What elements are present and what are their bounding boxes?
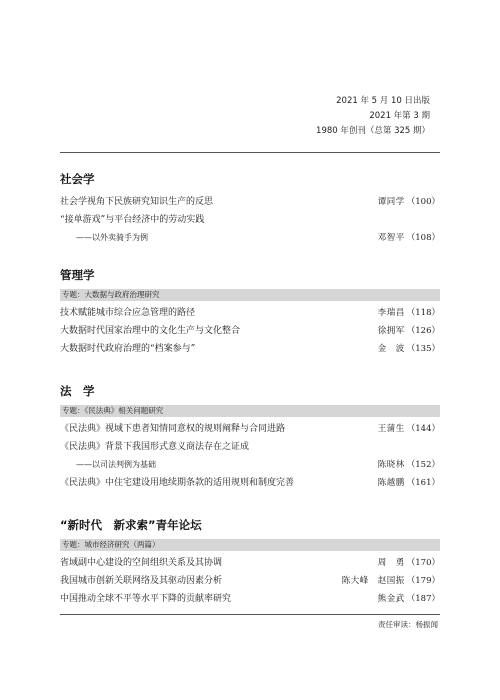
article-title: 《民法典》视域下患者知情同意权的规则阐释与合同进路 <box>60 424 286 434</box>
article-author: 陈晓林 <box>377 460 405 470</box>
article-author: 徐拥军 <box>377 326 405 336</box>
article-title: 《民法典》中住宅建设用地续期条款的适用规则和制度完善 <box>60 478 295 488</box>
publication-info <box>316 94 430 139</box>
section-title: 社会学 <box>60 172 95 186</box>
section-law <box>60 383 440 492</box>
article-author: 金 波 <box>377 344 405 354</box>
article-subtitle: ——以外卖骑手为例 <box>76 233 148 242</box>
topic-banner: 专题：《民法典》相关问题研究 <box>60 405 440 417</box>
article-author: 李瑞昌 <box>377 308 405 318</box>
article-page: （135） <box>406 344 440 354</box>
article-page: （152） <box>406 460 440 470</box>
bottom-divider <box>60 614 440 615</box>
article-title: 技术赋能城市综合应急管理的路径 <box>60 308 196 318</box>
article-page: （144） <box>406 424 440 434</box>
article-author: 陈越鹏 <box>377 478 405 488</box>
article-page: （118） <box>406 308 440 318</box>
article-author: 周 勇 <box>377 558 405 568</box>
section-youth-forum <box>60 517 440 608</box>
article-author: 邓智平 <box>377 233 405 243</box>
section-title: 管理学 <box>60 268 95 282</box>
topic-banner: 专题：大数据与政府治理研究 <box>60 289 440 301</box>
article-author: 陈大峰 赵国振 <box>341 576 405 586</box>
article-page: （161） <box>406 478 440 488</box>
article-title: 我国城市创新关联网络及其驱动因素分析 <box>60 576 223 586</box>
toc-entry[interactable] <box>60 590 440 608</box>
toc-entry[interactable] <box>60 211 440 229</box>
article-title: 省域副中心建设的空间组织关系及其协调 <box>60 558 223 568</box>
article-page: （187） <box>406 594 440 604</box>
article-page: （179） <box>406 576 440 586</box>
article-page: （100） <box>406 197 440 207</box>
toc-entry[interactable] <box>60 340 440 358</box>
toc-entry[interactable] <box>60 438 440 456</box>
toc-entry-subtitle[interactable] <box>60 456 440 474</box>
article-title: 大数据时代国家治理中的文化生产与文化整合 <box>60 326 241 336</box>
top-divider <box>60 152 440 153</box>
article-page: （170） <box>406 558 440 568</box>
section-title: 法 学 <box>60 384 95 398</box>
article-author: 熊金武 <box>377 594 405 604</box>
section-sociology <box>60 171 440 247</box>
toc-entry[interactable] <box>60 474 440 492</box>
article-title: 中国推动全球不平等水平下降的贡献率研究 <box>60 594 232 604</box>
founding-info: 1980 年创刊（总第 325 期） <box>316 126 430 136</box>
article-subtitle: ——以司法判例为基础 <box>76 460 156 469</box>
section-management <box>60 267 440 358</box>
toc-entry[interactable] <box>60 572 440 590</box>
toc-entry[interactable] <box>60 304 440 322</box>
toc-entry[interactable] <box>60 193 440 211</box>
publication-date: 2021 年 5 月 10 日出版 <box>336 96 430 106</box>
article-author: 王蒲生 <box>377 424 405 434</box>
section-title: “新时代 新求索”青年论坛 <box>60 518 202 532</box>
toc-entry-subtitle[interactable] <box>60 229 440 247</box>
responsible-editor: 责任审读：杨振闻 <box>378 620 438 629</box>
toc-entry[interactable] <box>60 554 440 572</box>
article-page: （108） <box>406 233 440 243</box>
article-page: （126） <box>406 326 440 336</box>
article-title: 大数据时代政府治理的“档案参与” <box>60 344 196 354</box>
article-title: 《民法典》背景下我国形式意义商法存在之证成 <box>60 442 250 452</box>
toc-entry[interactable] <box>60 322 440 340</box>
topic-banner: 专题：城市经济研究（两篇） <box>60 539 440 551</box>
article-title: “接单游戏”与平台经济中的劳动实践 <box>60 215 205 225</box>
article-title: 社会学视角下民族研究知识生产的反思 <box>60 197 214 207</box>
article-author: 谭同学 <box>377 197 405 207</box>
issue-number: 2021 年第 3 期 <box>369 111 430 121</box>
toc-entry[interactable] <box>60 420 440 438</box>
